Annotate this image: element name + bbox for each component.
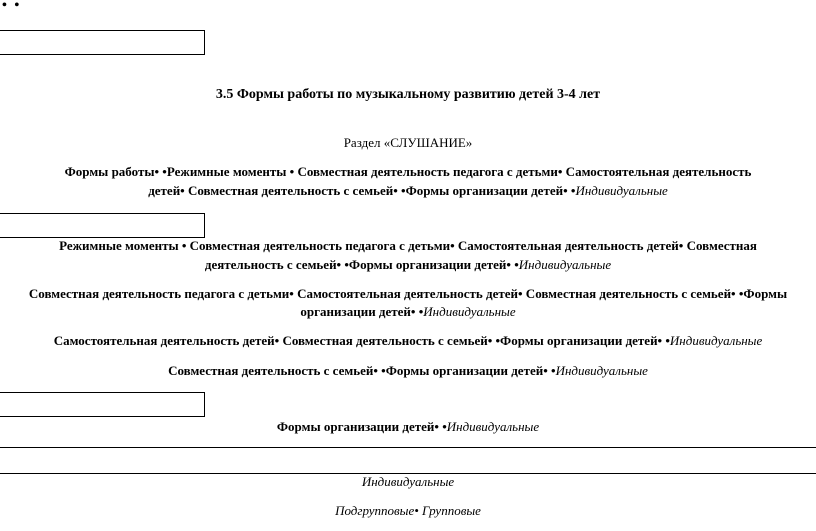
top-marker: • •	[2, 0, 22, 13]
individual-label: Индивидуальные	[361, 474, 455, 489]
empty-cell-1	[0, 30, 205, 55]
empty-cell-2	[0, 213, 205, 238]
divider-1	[0, 447, 816, 448]
row-2-line-1: Совместная деятельность педагога с детьми• Самостоятельная деятельность детей• Совместная деятельность с семьей• •Формы	[28, 286, 788, 301]
row-3-line-1	[0, 332, 816, 350]
row-2-line-2	[0, 303, 816, 321]
row-1-line-2	[0, 256, 816, 274]
row-5-individual: Индивидуальные	[446, 419, 540, 434]
row-1-line-1: Режимные моменты • Совместная деятельность педагога с детьми• Самостоятельная деятельность детей• Совместная	[59, 238, 757, 253]
row-5-text: Формы организации детей• •	[276, 419, 447, 434]
groups-label: Подгрупповые• Групповые	[335, 503, 481, 518]
row-4-individual: Индивидуальные	[555, 363, 648, 378]
row-0-line-2	[0, 182, 816, 200]
row-0-line-2-text: детей• Совместная деятельность с семьей• •Формы организации детей• •	[148, 183, 576, 198]
row-1-individual: Индивидуальные	[518, 257, 612, 272]
row-0-line-1: Формы работы• •Режимные моменты • Совместная деятельность педагога с детьми• Самостоятельная деятельность	[64, 164, 752, 179]
row-4-text: Совместная деятельность с семьей• •Формы организации детей• •	[168, 363, 556, 378]
row-4-line-1	[0, 362, 816, 380]
row-1-line-2-text: деятельность с семьей• •Формы организации детей• •	[204, 257, 519, 272]
row-2-line-2-text: организации детей• •	[300, 304, 424, 319]
section-label: Раздел «СЛУШАНИЕ»	[343, 135, 473, 150]
row-0-individual: Индивидуальные	[575, 183, 668, 198]
page-title: 3.5 Формы работы по музыкальному развитию детей 3-4 лет	[215, 87, 601, 102]
row-5-line-1	[0, 418, 816, 436]
row-2-individual: Индивидуальные	[423, 304, 516, 319]
empty-cell-3	[0, 392, 205, 417]
row-3-text: Самостоятельная деятельность детей• Совместная деятельность с семьей• •Формы организации детей• •	[53, 333, 670, 348]
row-3-individual: Индивидуальные	[669, 333, 763, 348]
